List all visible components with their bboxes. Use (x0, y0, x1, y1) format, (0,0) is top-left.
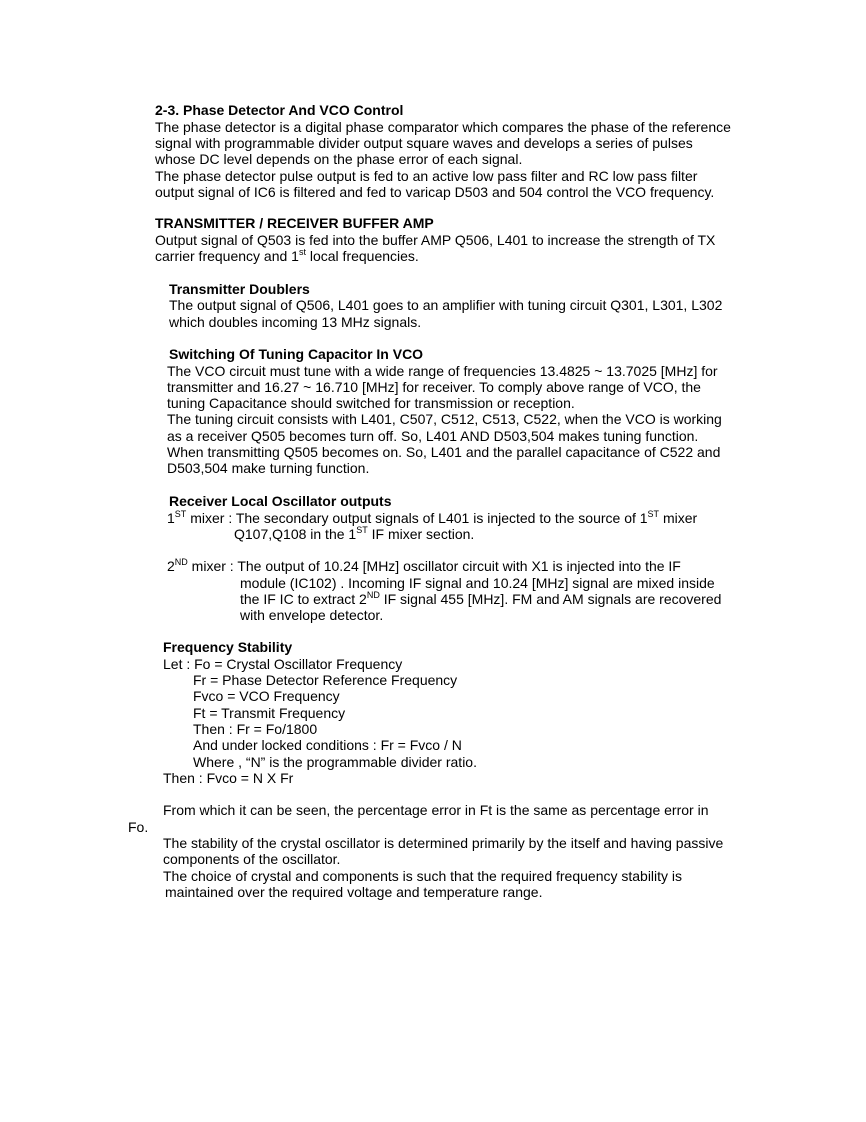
text-line: Ft = Transmit Frequency (193, 705, 346, 721)
section-heading-switching: Switching Of Tuning Capacitor In VCO (169, 346, 424, 362)
text-line: carrier frequency and 1st local frequencies. (155, 247, 419, 264)
text-line: Then : Fr = Fo/1800 (193, 721, 318, 737)
text-line: The tuning circuit consists with L401, C507, C512, C513, C522, when the VCO is working (167, 411, 722, 427)
section-heading-phase-detector: 2-3. Phase Detector And VCO Control (155, 102, 404, 118)
text-line: From which it can be seen, the percentage error in Ft is the same as percentage error in (163, 802, 709, 818)
text-line: components of the oscillator. (163, 851, 341, 867)
section-heading-receiver-local-oscillator: Receiver Local Oscillator outputs (169, 493, 392, 509)
text-line: tuning Capacitance should switched for transmission or reception. (167, 395, 575, 411)
text-line: 2ND mixer : The output of 10.24 [MHz] oscillator circuit with X1 is injected into the IF (167, 557, 681, 574)
text-line: 1ST mixer : The secondary output signals of L401 is injected to the source of 1ST mixer (167, 509, 698, 526)
text-line: with envelope detector. (240, 607, 384, 623)
section-heading-buffer-amp: TRANSMITTER / RECEIVER BUFFER AMP (155, 215, 434, 231)
text-line: Then : Fvco = N X Fr (163, 770, 294, 786)
section-heading-frequency-stability: Frequency Stability (163, 639, 293, 655)
text-line: signal with programmable divider output square waves and develops a series of pulses (155, 135, 693, 151)
text-line: When transmitting Q505 becomes on. So, L401 and the parallel capacitance of C522 and (167, 444, 721, 460)
text-line: the IF IC to extract 2ND IF signal 455 [MHz]. FM and AM signals are recovered (240, 590, 722, 607)
text-line: maintained over the required voltage and temperature range. (165, 884, 543, 900)
text-line: Where , “N” is the programmable divider ratio. (193, 754, 477, 770)
text-line: transmitter and 16.27 ~ 16.710 [MHz] for receiver. To comply above range of VCO, the (167, 379, 701, 395)
text-line: The output signal of Q506, L401 goes to an amplifier with tuning circuit Q301, L301, L302 (169, 297, 723, 313)
text-line: module (IC102) . Incoming IF signal and 10.24 [MHz] signal are mixed inside (240, 575, 715, 591)
text-line: Fr = Phase Detector Reference Frequency (193, 672, 458, 688)
text-line: Output signal of Q503 is fed into the buffer AMP Q506, L401 to increase the strength of TX (155, 232, 716, 248)
text-line: Fvco = VCO Frequency (193, 688, 340, 704)
text-line: as a receiver Q505 becomes turn off. So, L401 AND D503,504 makes tuning function. (167, 428, 699, 444)
text-line: And under locked conditions : Fr = Fvco / N (193, 737, 462, 753)
text-line: Fo. (128, 819, 149, 835)
text-line: D503,504 make turning function. (167, 460, 370, 476)
text-line: The VCO circuit must tune with a wide range of frequencies 13.4825 ~ 13.7025 [MHz] for (167, 363, 718, 379)
section-heading-transmitter-doublers: Transmitter Doublers (169, 281, 310, 297)
text-line: whose DC level depends on the phase error of each signal. (155, 151, 523, 167)
text-line: which doubles incoming 13 MHz signals. (169, 314, 422, 330)
text-line: The phase detector pulse output is fed to an active low pass filter and RC low pass filter (155, 168, 698, 184)
text-line: output signal of IC6 is filtered and fed to varicap D503 and 504 control the VCO frequency. (155, 184, 715, 200)
text-line: The choice of crystal and components is such that the required frequency stability is (163, 868, 683, 884)
text-line: Let : Fo = Crystal Oscillator Frequency (163, 656, 403, 672)
text-line: Q107,Q108 in the 1ST IF mixer section. (234, 525, 475, 542)
text-line: The phase detector is a digital phase comparator which compares the phase of the reference (155, 119, 731, 135)
text-line: The stability of the crystal oscillator is determined primarily by the itself and having passive (163, 835, 724, 851)
